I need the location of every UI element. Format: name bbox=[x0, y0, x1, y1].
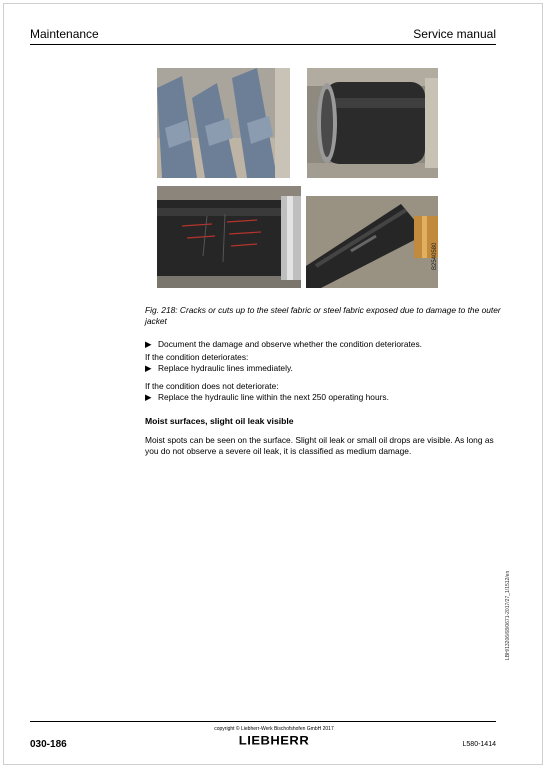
step-document-damage bbox=[145, 339, 505, 350]
step-text: Replace hydraulic lines immediately. bbox=[158, 363, 293, 373]
section-heading: Moist surfaces, slight oil leak visible bbox=[145, 416, 294, 426]
header-rule bbox=[30, 44, 496, 45]
arrow-icon: ▶ bbox=[145, 363, 152, 373]
footer-rule bbox=[30, 721, 496, 722]
document-code: L580-1414 bbox=[462, 741, 496, 748]
arrow-icon: ▶ bbox=[145, 392, 152, 402]
step-replace-250-hours bbox=[145, 392, 505, 403]
photo-hose-fitting bbox=[307, 68, 438, 178]
photo-cracked-hose bbox=[157, 186, 301, 288]
header-manual-title: Service manual bbox=[413, 27, 496, 41]
liebherr-logo: LIEBHERR bbox=[238, 733, 310, 748]
condition-not-deteriorate: If the condition does not deteriorate: bbox=[145, 381, 279, 391]
body-paragraph: Moist spots can be seen on the surface. Slight oil leak or small oil drops are visible. As long as you do not observe a severe oil leak, it is classified as medium damage. bbox=[145, 435, 494, 456]
arrow-icon: ▶ bbox=[145, 339, 152, 349]
step-text: Document the damage and observe whether the condition deteriorates. bbox=[158, 339, 422, 349]
photo-diagonal-hose bbox=[306, 196, 438, 288]
photo-wrapped-hoses bbox=[157, 68, 290, 178]
copyright-notice: copyright © Liebherr-Werk Bischofshofen GmbH 2017 bbox=[214, 726, 334, 732]
document-side-code: LBH/13206/68/0671-2017/27_1/1512/en bbox=[505, 570, 511, 660]
header-section: Maintenance bbox=[30, 27, 99, 41]
photo-id: B2540580 bbox=[432, 242, 438, 270]
step-text: Replace the hydraulic line within the next 250 operating hours. bbox=[158, 392, 389, 402]
page-number: 030-186 bbox=[30, 739, 67, 750]
condition-deteriorates: If the condition deteriorates: bbox=[145, 352, 249, 362]
step-replace-immediately bbox=[145, 363, 505, 374]
figure-caption: Fig. 218: Cracks or cuts up to the steel fabric or steel fabric exposed due to damage to the outer jacket bbox=[145, 305, 501, 326]
